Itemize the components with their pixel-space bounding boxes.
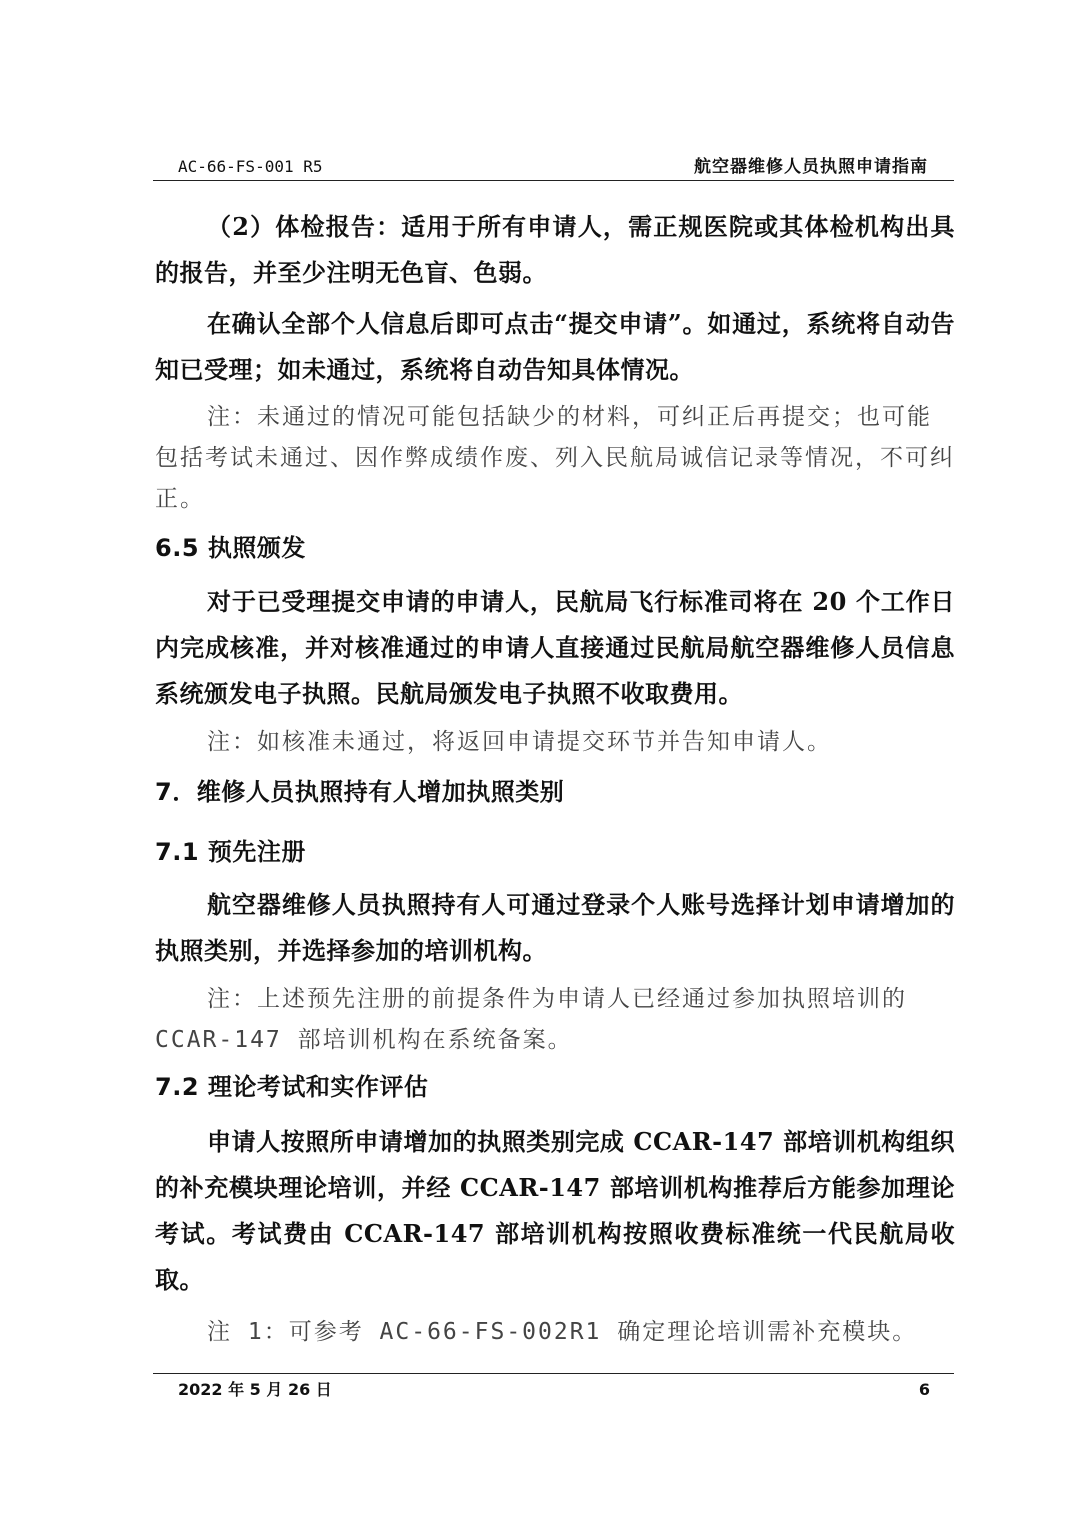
paragraph-theory-exam: 申请人按照所申请增加的执照类别完成 CCAR-147 部培训机构组织的补充模块理论培训，并经 CCAR-147 部培训机构推荐后方能参加理论考试。考试费由 CCAR-147 部培训机构按照收费标准统一代民航局收取。	[155, 1127, 955, 1294]
section-heading-6-5: 6.5 执照颁发	[155, 534, 306, 562]
section-heading-7-1: 7.1 预先注册	[155, 838, 306, 866]
header-rule	[153, 180, 954, 181]
footer-date: 2022 年 5 月 26 日	[178, 1380, 332, 1399]
paragraph-submit-application: 在确认全部个人信息后即可点击“提交申请”。如通过，系统将自动告知已受理；如未通过，系统将自动告知具体情况。	[155, 309, 955, 384]
paragraph-license-issuance: 对于已受理提交申请的申请人，民航局飞行标准司将在 20 个工作日内完成核准，并对核准通过的申请人直接通过民航局航空器维修人员信息系统颁发电子执照。民航局颁发电子执照不收取费用。	[155, 587, 955, 708]
paragraph-medical-report: （2）体检报告：适用于所有申请人，需正规医院或其体检机构出具的报告，并至少注明无色盲、色弱。	[155, 212, 955, 287]
section-heading-7-2: 7.2 理论考试和实作评估	[155, 1073, 429, 1101]
page-number: 6	[918, 1380, 930, 1399]
header-title: 航空器维修人员执照申请指南	[694, 157, 928, 177]
footer-rule	[153, 1373, 954, 1374]
header-doc-id: AC-66-FS-001 R5	[178, 157, 323, 176]
note-failed-cases: 注：未通过的情况可能包括缺少的材料，可纠正后再提交；也可能包括考试未通过、因作弊成绩作废、列入民航局诚信记录等情况，不可纠正。	[155, 404, 955, 512]
section-heading-7: 7．维修人员执照持有人增加执照类别	[155, 778, 565, 806]
note-pre-registration: 注：上述预先注册的前提条件为申请人已经通过参加执照培训的 CCAR-147 部培训机构在系统备案。	[155, 986, 907, 1053]
paragraph-pre-registration: 航空器维修人员执照持有人可通过登录个人账号选择计划申请增加的执照类别，并选择参加的培训机构。	[155, 890, 955, 965]
note-supplementary-modules: 注 1：可参考 AC-66-FS-002R1 确定理论培训需补充模块。	[207, 1319, 918, 1345]
note-approval-failed: 注：如核准未通过，将返回申请提交环节并告知申请人。	[207, 729, 832, 755]
